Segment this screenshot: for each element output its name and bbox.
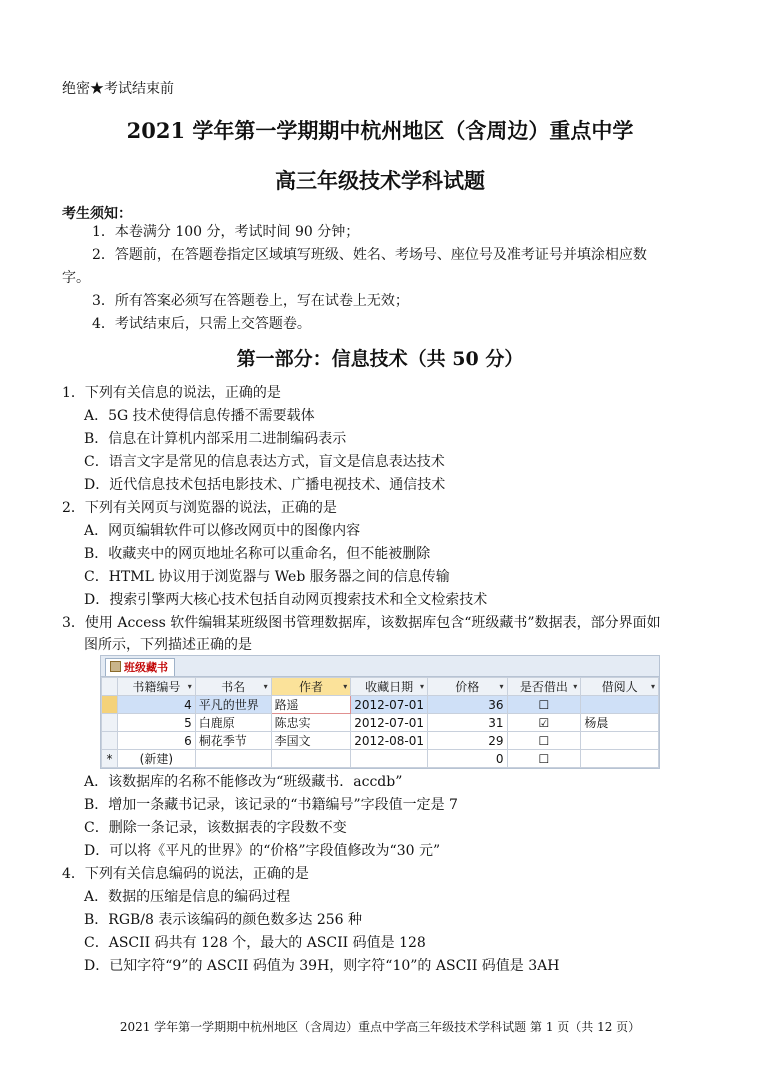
- cell-id[interactable]: 5: [117, 714, 195, 732]
- cell-author[interactable]: 李国文: [271, 732, 351, 750]
- column-header[interactable]: 书籍编号 ▾: [117, 678, 195, 696]
- column-header[interactable]: 价格 ▾: [428, 678, 508, 696]
- cell-lent-checkbox[interactable]: ☐: [507, 696, 581, 714]
- dropdown-arrow-icon: ▾: [650, 682, 655, 691]
- cell-lent-checkbox[interactable]: ☑: [507, 714, 581, 732]
- dropdown-arrow-icon: ▾: [263, 682, 268, 691]
- access-table-view: [100, 655, 660, 769]
- tab-bar: [101, 656, 659, 677]
- notice-item: 3．所有答案必须写在答题卷上，写在试卷上无效；: [92, 293, 409, 309]
- table-row[interactable]: [102, 714, 659, 732]
- cell-price[interactable]: 31: [428, 714, 508, 732]
- option: A．该数据库的名称不能修改为“班级藏书．accdb”: [84, 774, 403, 790]
- select-all-corner[interactable]: [102, 678, 118, 696]
- cell-title[interactable]: [195, 750, 271, 768]
- option: C．HTML 协议用于浏览器与 Web 服务器之间的信息传输: [84, 569, 450, 585]
- option: B．收藏夹中的网页地址名称可以重命名，但不能被删除: [84, 546, 431, 562]
- cell-title[interactable]: 白鹿原: [195, 714, 271, 732]
- table-row[interactable]: [102, 732, 659, 750]
- record-selector[interactable]: [102, 696, 118, 714]
- confidential-mark: 绝密★考试结束前: [62, 81, 174, 97]
- option: A．5G 技术使得信息传播不需要载体: [84, 408, 315, 424]
- option: D．近代信息技术包括电影技术、广播电视技术、通信技术: [84, 477, 446, 493]
- notice-heading: 考生须知：: [62, 206, 132, 222]
- notice-item: 字。: [62, 270, 90, 286]
- cell-price[interactable]: 29: [428, 732, 508, 750]
- option: C．ASCII 码共有 128 个，最大的 ASCII 码值是 128: [84, 935, 426, 951]
- table-icon: [110, 661, 121, 672]
- dropdown-arrow-icon: ▾: [573, 682, 578, 691]
- cell-borrower[interactable]: 杨晨: [581, 714, 659, 732]
- page-footer: 2021 学年第一学期期中杭州地区（含周边）重点中学高三年级技术学科试题 第 1 页（共 12 页）: [119, 1020, 641, 1034]
- notice-item: 1．本卷满分 100 分，考试时间 90 分钟；: [92, 224, 360, 240]
- new-record-row[interactable]: [102, 750, 659, 768]
- cell-borrower[interactable]: [581, 732, 659, 750]
- cell-title[interactable]: 平凡的世界: [195, 696, 271, 714]
- option: A．数据的压缩是信息的编码过程: [84, 889, 291, 905]
- cell-id[interactable]: 4: [117, 696, 195, 714]
- cell-id[interactable]: 6: [117, 732, 195, 750]
- question-stem: 1．下列有关信息的说法，正确的是: [62, 385, 281, 401]
- tab-class-books[interactable]: 班级藏书: [105, 658, 175, 676]
- option: B．信息在计算机内部采用二进制编码表示: [84, 431, 347, 447]
- cell-borrower[interactable]: [581, 750, 659, 768]
- cell-lent-checkbox[interactable]: ☐: [507, 732, 581, 750]
- cell-date[interactable]: 2012-08-01: [351, 732, 428, 750]
- table-row[interactable]: [102, 696, 659, 714]
- question-stem: 3．使用 Access 软件编辑某班级图书管理数据库，该数据库包含“班级藏书”数据表，部分界面如: [62, 615, 661, 631]
- datasheet-grid: [101, 677, 659, 768]
- record-selector[interactable]: [102, 732, 118, 750]
- new-record-marker: *: [102, 750, 118, 768]
- record-selector[interactable]: [102, 714, 118, 732]
- notice-item: 2．答题前，在答题卷指定区域填写班级、姓名、考场号、座位号及准考证号并填涂相应数: [92, 247, 647, 263]
- column-header[interactable]: 书名 ▾: [195, 678, 271, 696]
- exam-title: 2021 学年第一学期期中杭州地区（含周边）重点中学: [126, 118, 634, 143]
- cell-date[interactable]: 2012-07-01: [351, 696, 428, 714]
- column-header[interactable]: 借阅人 ▾: [581, 678, 659, 696]
- option: D．可以将《平凡的世界》的“价格”字段值修改为“30 元”: [84, 843, 441, 859]
- cell-date[interactable]: [351, 750, 428, 768]
- column-header[interactable]: 作者 ▾: [271, 678, 351, 696]
- cell-author[interactable]: [271, 750, 351, 768]
- column-header[interactable]: 是否借出 ▾: [507, 678, 581, 696]
- cell-title[interactable]: 桐花季节: [195, 732, 271, 750]
- cell-date[interactable]: 2012-07-01: [351, 714, 428, 732]
- question-stem-cont: 图所示，下列描述正确的是: [84, 637, 252, 653]
- cell-borrower[interactable]: [581, 696, 659, 714]
- section-heading: 第一部分：信息技术（共 50 分）: [236, 348, 524, 370]
- option: D．已知字符“9”的 ASCII 码值为 39H，则字符“10”的 ASCII 码值是 3AH: [84, 958, 560, 974]
- dropdown-arrow-icon: ▾: [420, 682, 425, 691]
- option: B．增加一条藏书记录，该记录的“书籍编号”字段值一定是 7: [84, 797, 458, 813]
- exam-subtitle: 高三年级技术学科试题: [275, 168, 485, 193]
- option: B．RGB/8 表示该编码的颜色数多达 256 种: [84, 912, 362, 928]
- question-stem: 4．下列有关信息编码的说法，正确的是: [62, 866, 309, 882]
- cell-price[interactable]: 36: [428, 696, 508, 714]
- cell-price[interactable]: 0: [428, 750, 508, 768]
- cell-author[interactable]: 陈忠实: [271, 714, 351, 732]
- dropdown-arrow-icon: ▾: [343, 682, 348, 691]
- option: A．网页编辑软件可以修改网页中的图像内容: [84, 523, 361, 539]
- question-stem: 2．下列有关网页与浏览器的说法，正确的是: [62, 500, 337, 516]
- dropdown-arrow-icon: ▾: [187, 682, 192, 691]
- option: C．语言文字是常见的信息表达方式，盲文是信息表达技术: [84, 454, 445, 470]
- column-header[interactable]: 收藏日期 ▾: [351, 678, 428, 696]
- option: C．删除一条记录，该数据表的字段数不变: [84, 820, 347, 836]
- dropdown-arrow-icon: ▾: [499, 682, 504, 691]
- option: D．搜索引擎两大核心技术包括自动网页搜索技术和全文检索技术: [84, 592, 488, 608]
- cell-id[interactable]: (新建): [117, 750, 195, 768]
- notice-item: 4．考试结束后，只需上交答题卷。: [92, 316, 311, 332]
- cell-lent-checkbox[interactable]: ☐: [507, 750, 581, 768]
- cell-author[interactable]: 路遥: [271, 696, 351, 714]
